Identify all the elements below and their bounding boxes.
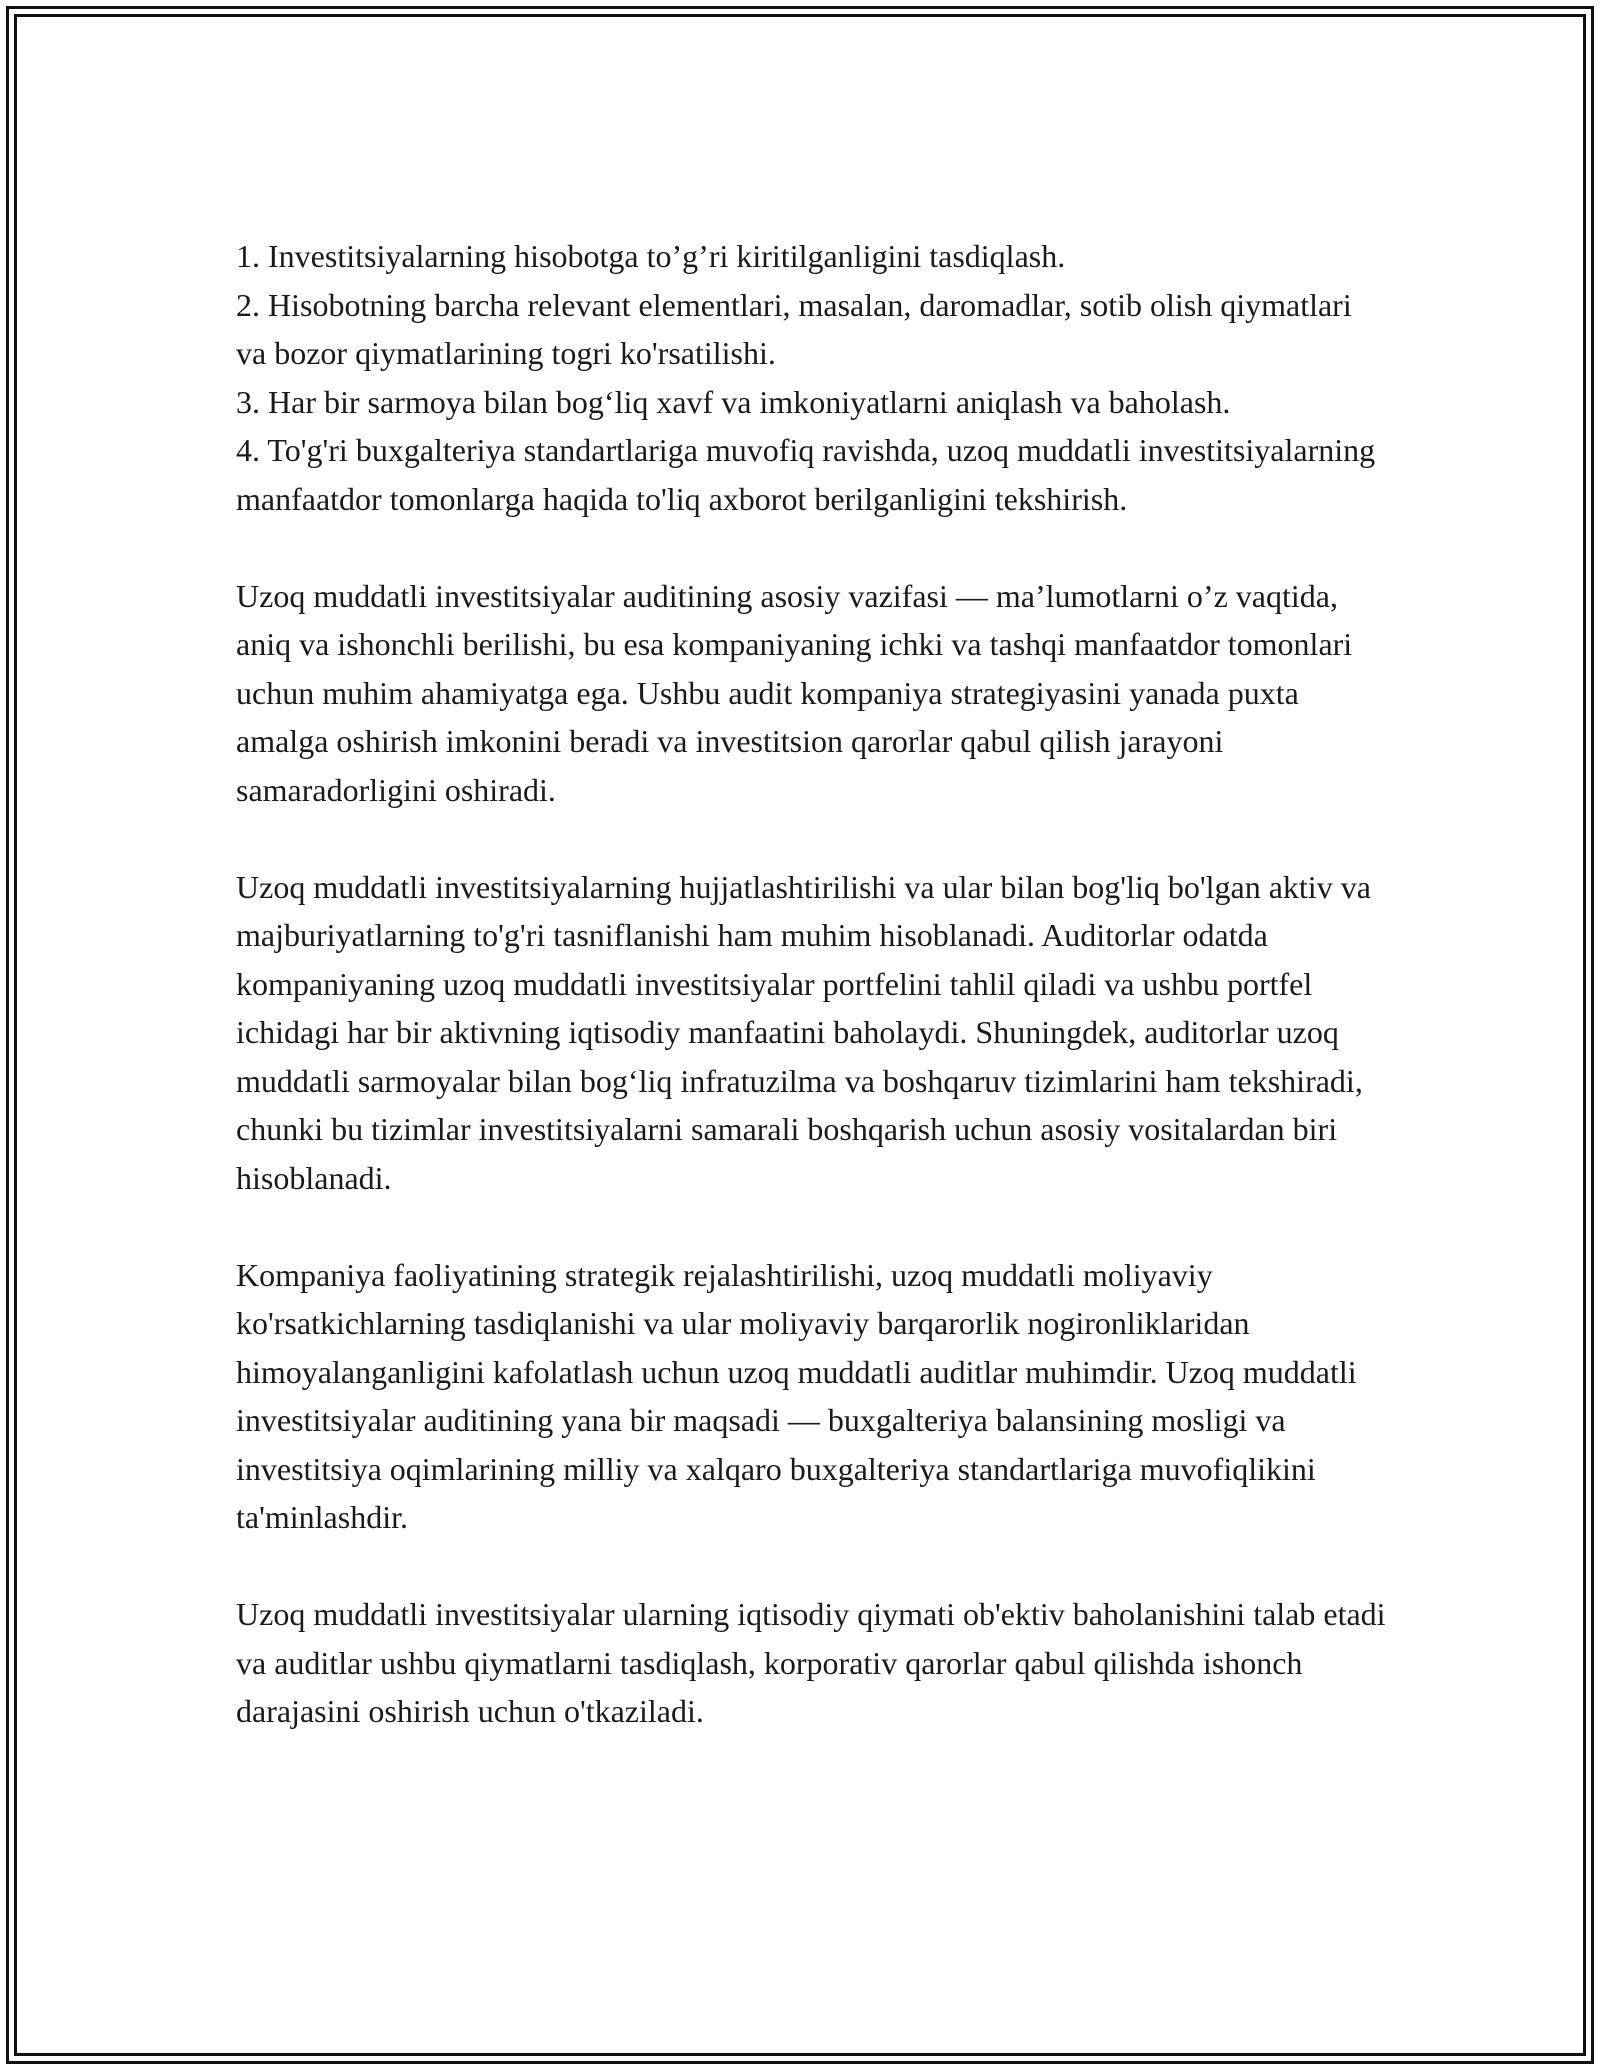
- list-item: 1. Investitsiyalarning hisobotga to’g’ri kiritilganligini tasdiqlash.: [236, 238, 1066, 274]
- document-body: [236, 232, 1386, 1736]
- paragraph: Kompaniya faoliyatining strategik rejalashtirilishi, uzoq muddatli moliyaviy ko'rsatkichlarning tasdiqlanishi va ular moliyaviy barqarorlik nogironliklaridan himoyalanganligini kafolatlash uchun uzoq muddatli auditlar muhimdir. Uzoq muddatli investitsiyalar auditining yana bir maqsadi — buxgalteriya balansining mosligi va investitsiya oqimlarining milliy va xalqaro buxgalteriya standartlariga muvofiqlikini ta'minlashdir.: [236, 1256, 1357, 1535]
- paragraph: Uzoq muddatli investitsiyalarning hujjatlashtirilishi va ular bilan bog'liq bo'lgan aktiv va majburiyatlarning to'g'ri tasniflanishi ham muhim hisoblanadi. Auditorlar odatda kompaniyaning uzoq muddatli investitsiyalar portfelini tahlil qiladi va ushbu portfel ichidagi har bir aktivning iqtisodiy manfaatini baholaydi. Shuningdek, auditorlar uzoq muddatli sarmoyalar bilan bog‘liq infratuzilma va boshqaruv tizimlarini ham tekshiradi, chunki bu tizimlar investitsiyalarni samarali boshqarish uchun asosiy vositalardan biri hisoblanadi.: [236, 868, 1371, 1196]
- list-item: 2. Hisobotning barcha relevant elementlari, masalan, daromadlar, sotib olish qiymatlari va bozor qiymatlarining togri ko'rsatilishi.: [236, 286, 1352, 371]
- paragraph: Uzoq muddatli investitsiyalar ularning iqtisodiy qiymati ob'ektiv baholanishini talab etadi va auditlar ushbu qiymatlarni tasdiqlash, korporativ qarorlar qabul qilishda ishonch darajasini oshirish uchun o'tkaziladi.: [236, 1596, 1386, 1729]
- numbered-list: [236, 232, 1386, 523]
- list-item: 3. Har bir sarmoya bilan bog‘liq xavf va imkoniyatlarni aniqlash va baholash.: [236, 383, 1231, 420]
- list-item: 4. To'g'ri buxgalteriya standartlariga muvofiq ravishda, uzoq muddatli investitsiyalarning manfaatdor tomonlarga haqida to'liq axborot berilganligini tekshirish.: [236, 432, 1376, 517]
- paragraph: Uzoq muddatli investitsiyalar auditining asosiy vazifasi — ma’lumotlarni o’z vaqtida, aniq va ishonchli berilishi, bu esa kompaniyaning ichki va tashqi manfaatdor tomonlari uchun muhim ahamiyatga ega. Ushbu audit kompaniya strategiyasini yanada puxta amalga oshirish imkonini beradi va investitsion qarorlar qabul qilish jarayoni samaradorligini oshiradi.: [236, 577, 1353, 808]
